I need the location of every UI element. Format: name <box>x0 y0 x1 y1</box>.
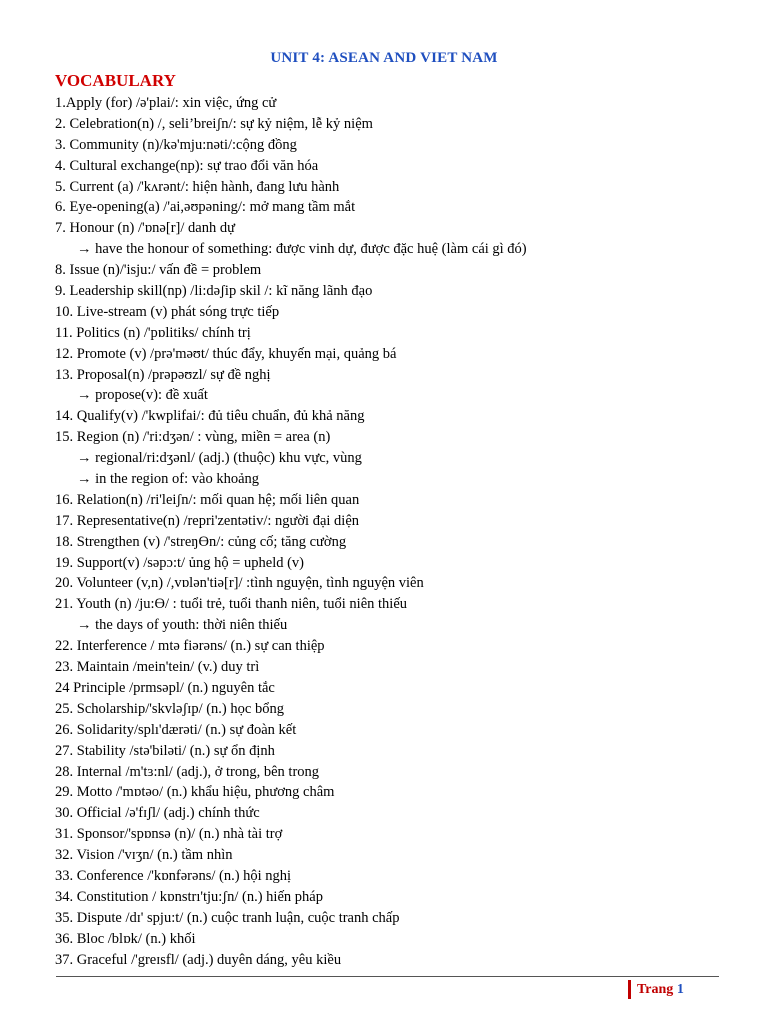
vocab-entry: 1.Apply (for) /ə'plai/: xin việc, ứng cử <box>55 95 277 111</box>
vocab-entry: 22. Interference / mtə fiərəns/ (n.) sự can thiệp <box>55 638 325 655</box>
vocab-entry: 32. Vision /'vɪʒn/ (n.) tầm nhìn <box>55 847 233 864</box>
vocab-entry: 33. Conference /'kɒnfərəns/ (n.) hội nghị <box>55 867 292 884</box>
vocab-entry: 31. Sponsor/'spɒnsə (n)/ (n.) nhà tài trợ <box>55 826 283 843</box>
page-footer <box>628 980 684 999</box>
vocab-entry: 25. Scholarship/'skvləʃɪp/ (n.) học bổng <box>55 700 284 717</box>
vocab-entry: 9. Leadership skill(np) /li:dəʃip skil /: kĩ năng lãnh đạo <box>55 283 373 300</box>
footer-divider <box>56 976 719 977</box>
page-number: 1 <box>676 982 684 997</box>
vocab-entry: 27. Stability /stə'biləti/ (n.) sự ổn định <box>55 742 275 759</box>
vocab-entry: 24 Principle /prmsəpl/ (n.) nguyên tắc <box>55 679 275 696</box>
vocab-entry: 16. Relation(n) /ri'leiʃn/: mối quan hệ; mối liên quan <box>55 491 360 508</box>
vocab-entry: 3. Community (n)/kə'mju:nəti/:cộng đồng <box>55 136 297 153</box>
vocabulary-list <box>55 93 755 970</box>
vocab-entry: 20. Volunteer (v,n) /,vɒlən'tiə[r]/ :tình nguyện, tình nguyện viên <box>55 575 424 592</box>
page-title: UNIT 4: ASEAN AND VIET NAM <box>270 50 498 66</box>
vocab-entry: 37. Graceful /'greɪsfl/ (adj.) duyên dáng, yêu kiều <box>55 951 342 968</box>
vocab-entry: 4. Cultural exchange(np): sự trao đổi văn hóa <box>55 157 319 174</box>
vocab-entry: 8. Issue (n)/'isju:/ vấn đề = problem <box>55 262 262 279</box>
vocab-entry: 28. Internal /m'tɜ:nl/ (adj.), ở trong, bên trong <box>55 763 320 780</box>
vocab-entry: 30. Official /ə'fɪʃl/ (adj.) chính thức <box>55 805 260 822</box>
vocab-subentry: → in the region of: vào khoảng <box>77 471 260 488</box>
vocab-entry: 35. Dispute /dɪ' spju:t/ (n.) cuộc tranh luận, cuộc tranh chấp <box>55 909 400 926</box>
section-heading: VOCABULARY <box>55 71 176 90</box>
vocab-entry: 12. Promote (v) /prə'məʊt/ thúc đẩy, khuyến mại, quảng bá <box>55 345 397 362</box>
vocab-entry: 15. Region (n) /'ri:dʒən/ : vùng, miền = area (n) <box>55 429 331 446</box>
page-label: Trang <box>637 982 674 997</box>
vocab-entry: 14. Qualify(v) /'kwplifai/: đủ tiêu chuẩn, đủ khả năng <box>55 408 365 425</box>
vocab-entry: 23. Maintain /mein'tein/ (v.) duy trì <box>55 659 260 676</box>
vocab-subentry: → the days of youth: thời niên thiếu <box>77 617 288 634</box>
vocab-entry: 26. Solidarity/splı'dærəti/ (n.) sự đoàn kết <box>55 721 297 738</box>
vocab-entry: 29. Motto /'mɒtəo/ (n.) khẩu hiệu, phương châm <box>55 784 335 801</box>
vocab-entry: 21. Youth (n) /ju:Ɵ/ : tuổi trẻ, tuổi thanh niên, tuổi niên thiếu <box>55 596 408 613</box>
vocab-entry: 10. Live-stream (v) phát sóng trực tiếp <box>55 303 280 320</box>
vocab-entry: 18. Strengthen (v) /'streŋƟn/: củng cố; tăng cường <box>55 533 347 550</box>
vocab-entry: 34. Constitution / kɒnstrı'tju:ʃn/ (n.) hiến pháp <box>55 888 323 905</box>
vocab-entry: 6. Eye-opening(a) /'ai,əʊpəning/: mở mang tầm mắt <box>55 199 356 216</box>
vocab-entry: 11. Politics (n) /'pɒlitiks/ chính trị <box>55 324 251 341</box>
vocab-entry: 5. Current (a) /'kʌrənt/: hiện hành, đang lưu hành <box>55 178 340 195</box>
vocab-subentry: → have the honour of something: được vinh dự, được đặc huệ (làm cái gì đó) <box>77 241 527 258</box>
vocab-entry: 19. Support(v) /səpɔ:t/ ủng hộ = upheld (v) <box>55 554 305 571</box>
vocab-entry: 7. Honour (n) /'ɒnə[r]/ danh dự <box>55 220 235 237</box>
vocab-subentry: → regional/ri:dʒənl/ (adj.) (thuộc) khu vực, vùng <box>77 450 362 467</box>
vocab-entry: 13. Proposal(n) /prəpəʊzl/ sự đề nghị <box>55 366 271 383</box>
vocab-subentry: → propose(v): đề xuất <box>77 387 208 404</box>
vocab-entry: 36. Bloc /blɒk/ (n.) khối <box>55 930 196 947</box>
vocab-entry: 17. Representative(n) /repri'zentətiv/: người đại diện <box>55 512 360 529</box>
vocab-entry: 2. Celebration(n) /, seli’breiʃn/: sự kỷ niệm, lễ kỷ niệm <box>55 115 373 132</box>
